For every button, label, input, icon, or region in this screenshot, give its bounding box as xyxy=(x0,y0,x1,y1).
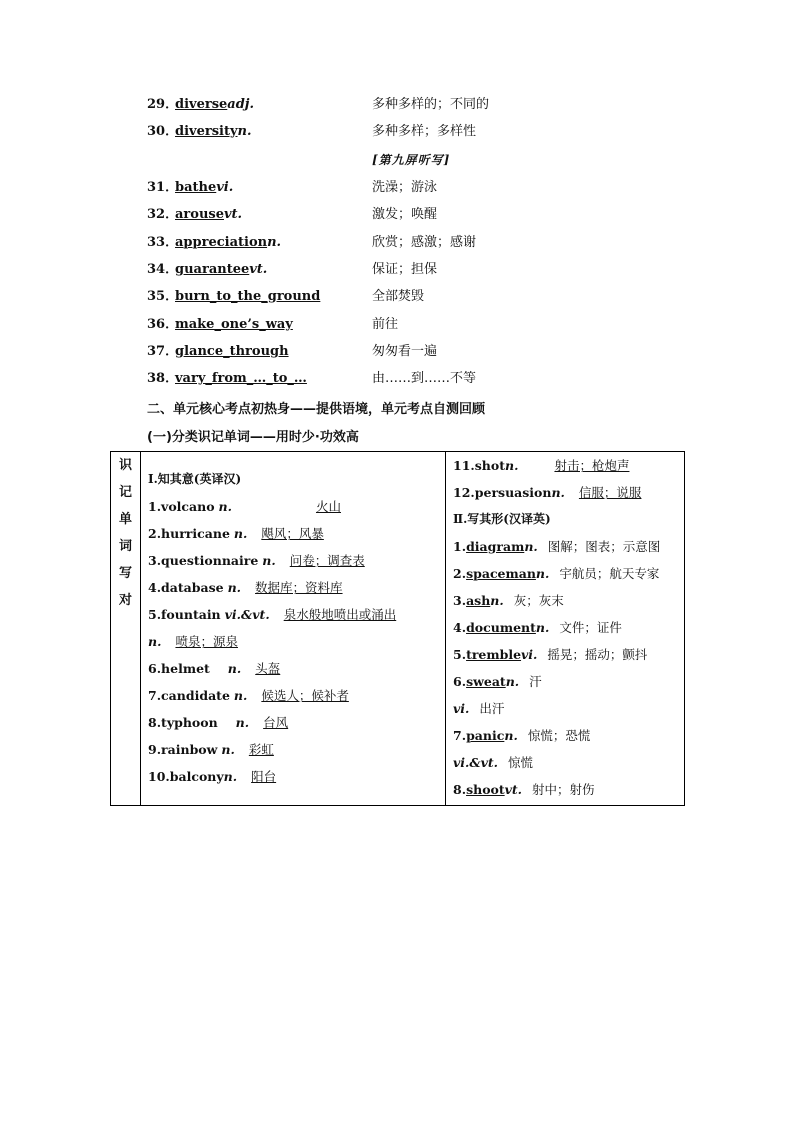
vocab-item: 34．guaranteevt. 保证；担保 xyxy=(147,262,438,277)
list-item: 6.sweatn. 汗 xyxy=(453,674,542,689)
section-heading: 二、单元核心考点初热身——提供语境，单元考点自测回顾 xyxy=(147,402,486,417)
list-item: 2.hurricane n. 飓风；风暴 xyxy=(148,526,324,541)
list-item: n. 喷泉；源泉 xyxy=(148,634,238,649)
list-item: 1.volcano n. 火山 xyxy=(148,499,341,514)
side-label: 识 记 单 词 写 对 xyxy=(111,452,141,806)
vocab-item: 29．diverseadj. 多种多样的；不同的 xyxy=(147,97,490,112)
list-item: 11.shotn. 射击；枪炮声 xyxy=(453,458,630,473)
list-item: 6.helmet n. 头盔 xyxy=(148,661,281,676)
list-item: 9.rainbow n. 彩虹 xyxy=(148,742,274,757)
list-item: 7.panicn. 惊慌；恐慌 xyxy=(453,728,591,743)
vocab-item: 35．burn_to_the_ground 全部焚毁 xyxy=(147,289,425,304)
list-item: 8.shootvt. 射中；射伤 xyxy=(453,782,595,797)
list-item: 8.typhoon n. 台风 xyxy=(148,715,289,730)
vocab-item: 37．glance_through 匆匆看一遍 xyxy=(147,344,438,359)
vocab-item: 38．vary_from_…_to_… 由……到……不等 xyxy=(147,371,477,386)
list-item: vi.&vt. 惊慌 xyxy=(453,755,534,770)
list-item: 5.fountain vi.&vt. 泉水般地喷出或涌出 xyxy=(148,607,397,622)
vocab-item: 31．bathevi. 洗澡；游泳 xyxy=(147,180,438,195)
right-column xyxy=(446,452,685,806)
list-item: 4.documentn. 文件；证件 xyxy=(453,620,622,635)
list-item: 3.questionnaire n. 问卷；调查表 xyxy=(148,553,365,568)
left-column xyxy=(141,452,446,806)
list-item: 2.spacemann. 宇航员；航天专家 xyxy=(453,566,660,581)
list-item: 10.balconyn. 阳台 xyxy=(148,769,277,784)
list-item: 7.candidate n. 候选人；候补者 xyxy=(148,688,349,703)
list-item: 5.tremblevi. 摇晃；摇动；颤抖 xyxy=(453,647,648,662)
right-title: Ⅱ.写其形(汉译英) xyxy=(453,512,551,526)
list-item: vi. 出汗 xyxy=(453,701,505,716)
vocab-item: 32．arousevt. 激发；唤醒 xyxy=(147,207,438,222)
list-item: 4.database n. 数据库；资料库 xyxy=(148,580,343,595)
list-item: 1.diagramn. 图解；图表；示意图 xyxy=(453,539,661,554)
list-item: 12.persuasionn. 信服；说服 xyxy=(453,485,642,500)
vocab-item: 36．make_one’s_way 前往 xyxy=(147,317,399,332)
vocab-item: 33．appreciationn. 欣赏；感激；感谢 xyxy=(147,235,477,250)
subsection-heading: (一)分类识记单词——用时少·功效高 xyxy=(147,430,359,445)
section-label: [第九屏听写] xyxy=(372,153,451,167)
vocab-item: 30．diversityn. 多种多样；多样性 xyxy=(147,124,477,139)
left-title: Ⅰ.知其意(英译汉) xyxy=(148,472,242,486)
list-item: 3.ashn. 灰；灰末 xyxy=(453,593,564,608)
vocab-table xyxy=(110,451,685,806)
